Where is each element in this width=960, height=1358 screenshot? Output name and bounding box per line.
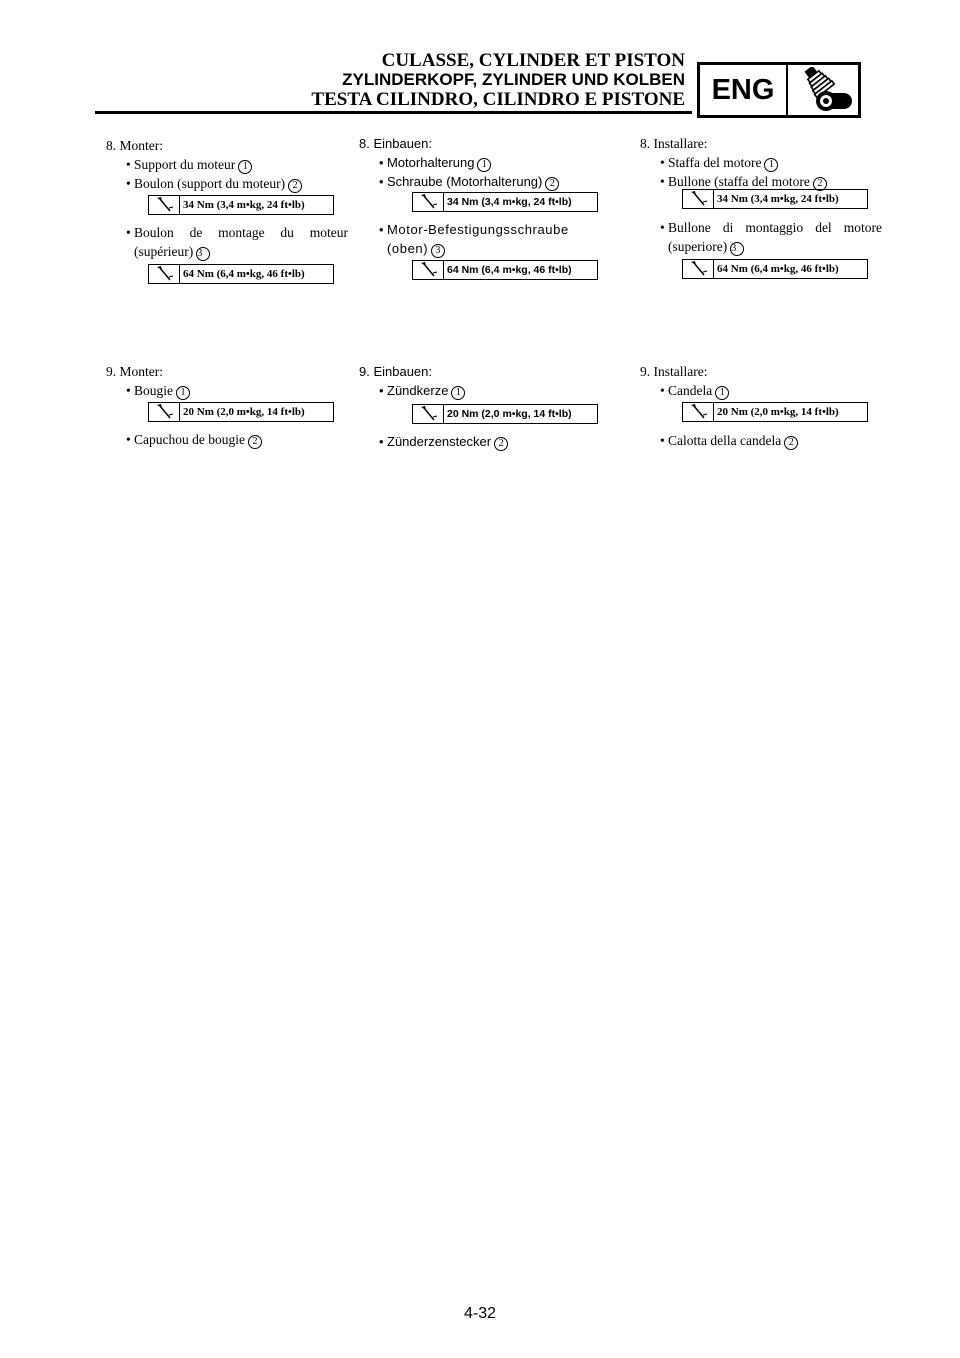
section-badge-divider — [786, 65, 788, 115]
torque-value: 20 Nm (2,0 m•kg, 14 ft•lb) — [183, 406, 305, 418]
list-item: • Bullone di montaggio del motore (superiore) 3 — [660, 220, 882, 254]
callout-2: 2 — [813, 177, 827, 191]
torque-value: 64 Nm (6,4 m•kg, 46 ft•lb) — [183, 268, 305, 280]
torque-value: 20 Nm (2,0 m•kg, 14 ft•lb) — [447, 408, 572, 420]
section-badge — [697, 62, 861, 118]
list-item: • Bougie 1 — [126, 381, 348, 400]
list-item: • Zündkerze 1 — [379, 381, 601, 400]
item-text: Support du moteur — [134, 157, 236, 172]
torque-spec — [148, 402, 334, 422]
callout-3: 3 — [196, 247, 210, 261]
torque-value: 64 Nm (6,4 m•kg, 46 ft•lb) — [717, 263, 839, 275]
list-item: • Candela 1 — [660, 381, 882, 400]
list-item: • Capuchou de bougie 2 — [126, 430, 348, 449]
item-text: Capuchou de bougie — [134, 432, 245, 447]
list-item: • Zünderzenstecker 2 — [379, 432, 601, 451]
step-9-label: 9. Monter: — [106, 364, 163, 379]
torque-wrench-icon — [149, 403, 180, 421]
torque-value: 20 Nm (2,0 m•kg, 14 ft•lb) — [717, 406, 839, 418]
callout-1: 1 — [451, 386, 465, 400]
callout-2: 2 — [545, 177, 559, 191]
torque-spec — [682, 189, 868, 209]
torque-value: 64 Nm (6,4 m•kg, 46 ft•lb) — [447, 264, 572, 276]
torque-wrench-icon — [413, 405, 444, 423]
torque-wrench-icon — [149, 265, 180, 283]
item-text: Boulon de montage du moteur (supérieur) — [134, 225, 348, 259]
callout-1: 1 — [176, 386, 190, 400]
header-rule — [95, 111, 692, 114]
torque-value: 34 Nm (3,4 m•kg, 24 ft•lb) — [447, 196, 572, 208]
header-title-de: ZYLINDERKOPF, ZYLINDER UND KOLBEN — [342, 70, 685, 89]
callout-1: 1 — [238, 160, 252, 174]
torque-wrench-icon — [683, 403, 714, 421]
step-8-label: 8. Monter: — [106, 138, 163, 153]
torque-wrench-icon — [413, 261, 444, 279]
torque-spec — [682, 259, 868, 279]
list-item: • Support du moteur 1 — [126, 155, 348, 174]
callout-2: 2 — [784, 436, 798, 450]
torque-spec — [412, 192, 598, 212]
torque-value: 34 Nm (3,4 m•kg, 24 ft•lb) — [717, 193, 839, 205]
list-item: • Boulon de montage du moteur (supérieur) 3 — [126, 225, 348, 259]
item-text: Zündkerze — [387, 383, 449, 398]
list-item: • Staffa del motore 1 — [660, 153, 882, 172]
list-item: • Bullone (staffa del motore 2 — [660, 172, 882, 191]
callout-1: 1 — [477, 158, 491, 172]
torque-spec — [148, 264, 334, 284]
list-item: • Calotta della candela 2 — [660, 431, 882, 450]
torque-value: 34 Nm (3,4 m•kg, 24 ft•lb) — [183, 199, 305, 211]
column-italian — [640, 134, 880, 464]
callout-2: 2 — [494, 437, 508, 451]
item-text: Bougie — [134, 383, 173, 398]
list-item: • Motorhalterung 1 — [379, 153, 601, 172]
header-title-fr: CULASSE, CYLINDER ET PISTON — [381, 50, 685, 71]
item-text: Motorhalterung — [387, 155, 475, 170]
column-german — [359, 134, 599, 464]
item-text: Zünderzenstecker — [387, 434, 492, 449]
list-item: • Schraube (Motorhalterung) 2 — [379, 172, 601, 191]
item-text: Boulon (support du moteur) — [134, 176, 286, 191]
page-number: 4-32 — [463, 1305, 497, 1322]
item-text: Schraube (Motorhalterung) — [387, 174, 543, 189]
engine-spark-icon — [792, 67, 858, 113]
item-text: Motor-Befestigungsschraube (oben) — [387, 222, 569, 256]
item-text: Bullone di montaggio del motore (superiore) — [668, 220, 882, 254]
torque-spec — [682, 402, 868, 422]
callout-2: 2 — [288, 179, 302, 193]
list-item: • Boulon (support du moteur) 2 — [126, 174, 348, 193]
callout-3: 3 — [730, 242, 744, 256]
torque-wrench-icon — [413, 193, 444, 211]
torque-spec — [412, 260, 598, 280]
item-text: Candela — [668, 383, 713, 398]
torque-wrench-icon — [683, 190, 714, 208]
step-8-label: 8. Einbauen: — [359, 136, 433, 151]
callout-2: 2 — [248, 435, 262, 449]
step-8-label: 8. Installare: — [640, 136, 708, 151]
item-text: Calotta della candela — [668, 433, 782, 448]
callout-1: 1 — [764, 158, 778, 172]
column-french — [106, 136, 346, 466]
torque-spec — [148, 195, 334, 215]
list-item: • Motor-Befestigungsschraube (oben) 3 — [379, 222, 569, 256]
callout-1: 1 — [715, 386, 729, 400]
callout-3: 3 — [431, 244, 445, 258]
header-title-it: TESTA CILINDRO, CILINDRO E PISTONE — [311, 89, 685, 110]
section-badge-label: ENG — [711, 73, 775, 106]
item-text: Bullone (staffa del motore — [668, 174, 810, 189]
step-9-label: 9. Installare: — [640, 364, 708, 379]
step-9-label: 9. Einbauen: — [359, 364, 433, 379]
torque-spec — [412, 404, 598, 424]
torque-wrench-icon — [149, 196, 180, 214]
item-text: Staffa del motore — [668, 155, 762, 170]
torque-wrench-icon — [683, 260, 714, 278]
